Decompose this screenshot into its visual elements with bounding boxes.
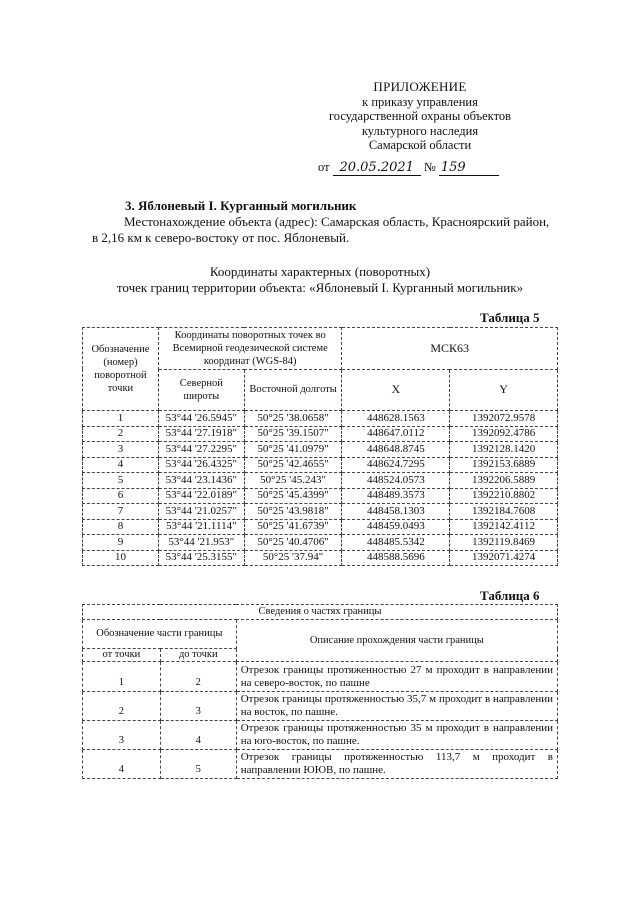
col-msk-header: МСК63	[342, 328, 558, 370]
appendix-line-2: государственной охраны объектов	[328, 109, 512, 123]
col-wgs-header: Координаты поворотных точек во Всемирной геодезической системе координат (WGS-84)	[158, 328, 342, 370]
cell-lon: 50°25 '37.94"	[244, 550, 342, 566]
handwritten-number: 159	[439, 160, 499, 176]
cell-n: 8	[83, 519, 159, 535]
cell-x: 448648.8745	[342, 442, 450, 458]
cell-from: 1	[83, 662, 161, 692]
cell-to: 5	[160, 750, 236, 779]
table-row	[83, 519, 558, 535]
table-row	[83, 721, 558, 750]
cell-lat: 53°44 '21.1114"	[158, 519, 244, 535]
cell-y: 1392092.4786	[450, 426, 558, 442]
cell-x: 448524.0573	[342, 473, 450, 489]
cell-lon: 50°25 '45.4399"	[244, 488, 342, 504]
order-date-number	[318, 160, 524, 176]
number-label: №	[423, 160, 436, 174]
cell-y: 1392210.8802	[450, 488, 558, 504]
cell-x: 448459.0493	[342, 519, 450, 535]
cell-lat: 53°44 '26.4325"	[158, 457, 244, 473]
cell-n: 1	[83, 411, 159, 427]
table-row	[83, 457, 558, 473]
cell-y: 1392072.9578	[450, 411, 558, 427]
col-lat-header: Северной широты	[158, 369, 244, 411]
table6-label: Таблица 6	[480, 588, 540, 603]
cell-lon: 50°25 '45.243"	[244, 473, 342, 489]
cell-lon: 50°25 '42.4655"	[244, 457, 342, 473]
cell-x: 448624.7295	[342, 457, 450, 473]
cell-y: 1392184.7608	[450, 504, 558, 520]
cell-desc: Отрезок границы протяженностью 35 м проходит в направлении на юго-восток, по пашне.	[236, 721, 557, 750]
cell-n: 6	[83, 488, 159, 504]
appendix-line-1: к приказу управления	[362, 94, 478, 109]
cell-lat: 53°44 '25.3155"	[158, 550, 244, 566]
object-location: Местонахождение объекта (адрес): Самарская область, Красноярский район, в 2,16 км к северо-востоку от пос. Яблоневый.	[92, 214, 550, 245]
col-point-header: Обозначение (номер) поворотной точки	[83, 328, 159, 411]
cell-to: 2	[160, 662, 236, 692]
cell-n: 5	[83, 473, 159, 489]
cell-n: 10	[83, 550, 159, 566]
table-row	[83, 504, 558, 520]
cell-desc: Отрезок границы протяженностью 27 м проходит в направлении на северо-восток, по пашне	[236, 662, 557, 692]
cell-lat: 53°44 '27.1918"	[158, 426, 244, 442]
cell-lon: 50°25 '39.1507"	[244, 426, 342, 442]
col-from-header: от точки	[83, 649, 161, 662]
cell-to: 4	[160, 721, 236, 750]
appendix-line-3: культурного наследия	[361, 123, 479, 138]
coords-title-line-1: Координаты характерных (поворотных)	[209, 264, 431, 279]
table-row	[83, 442, 558, 458]
coords-title-line-2: точек границ территории объекта: «Яблоневый I. Курганный могильник»	[116, 280, 524, 295]
coords-title	[82, 264, 558, 296]
col-x-header: X	[342, 369, 450, 411]
cell-y: 1392142.4112	[450, 519, 558, 535]
cell-lat: 53°44 '26.5945"	[158, 411, 244, 427]
table-row	[83, 550, 558, 566]
table-row	[83, 662, 558, 692]
cell-x: 448588.5696	[342, 550, 450, 566]
from-label: от	[318, 160, 330, 174]
cell-lat: 53°44 '21.0257"	[158, 504, 244, 520]
cell-to: 3	[160, 692, 236, 721]
cell-lon: 50°25 '41.0979"	[244, 442, 342, 458]
cell-n: 7	[83, 504, 159, 520]
cell-lon: 50°25 '43.9818"	[244, 504, 342, 520]
table-row	[83, 411, 558, 427]
coordinates-table	[82, 327, 558, 566]
cell-n: 2	[83, 426, 159, 442]
cell-lat: 53°44 '21.953"	[158, 535, 244, 551]
table-row	[83, 473, 558, 489]
cell-lat: 53°44 '23.1436"	[158, 473, 244, 489]
cell-n: 3	[83, 442, 159, 458]
appendix-title: ПРИЛОЖЕНИЕ	[373, 79, 467, 94]
cell-x: 448485.5342	[342, 535, 450, 551]
cell-from: 3	[83, 721, 161, 750]
appendix-line-4: Самарской области	[368, 138, 472, 152]
cell-from: 4	[83, 750, 161, 779]
cell-from: 2	[83, 692, 161, 721]
cell-y: 1392206.5889	[450, 473, 558, 489]
col-desc-header: Описание прохождения части границы	[236, 620, 557, 662]
cell-lon: 50°25 '41.6739"	[244, 519, 342, 535]
cell-n: 4	[83, 457, 159, 473]
cell-x: 448489.3573	[342, 488, 450, 504]
col-y-header: Y	[450, 369, 558, 411]
table-row	[83, 488, 558, 504]
appendix-header	[320, 80, 520, 153]
table-row	[83, 535, 558, 551]
cell-x: 448628.1563	[342, 411, 450, 427]
col-to-header: до точки	[160, 649, 236, 662]
cell-desc: Отрезок границы протяженностью 35,7 м проходит в направлении на восток, по пашне.	[236, 692, 557, 721]
parts-header: Сведения о частях границы	[83, 605, 558, 620]
table-row	[83, 692, 558, 721]
cell-desc: Отрезок границы протяженностью 113,7 м проходит в направлении ЮЮВ, по пашне.	[236, 750, 557, 779]
cell-lat: 53°44 '27.2295"	[158, 442, 244, 458]
cell-y: 1392119.8469	[450, 535, 558, 551]
cell-x: 448458.1303	[342, 504, 450, 520]
handwritten-date: 20.05.2021	[333, 160, 421, 176]
col-lon-header: Восточной долготы	[244, 369, 342, 411]
table-row	[83, 750, 558, 779]
cell-lon: 50°25 '40.4706"	[244, 535, 342, 551]
cell-y: 1392128.1420	[450, 442, 558, 458]
cell-n: 9	[83, 535, 159, 551]
cell-lat: 53°44 '22.0189"	[158, 488, 244, 504]
table5-label: Таблица 5	[480, 310, 540, 325]
cell-y: 1392071.4274	[450, 550, 558, 566]
cell-y: 1392153.6889	[450, 457, 558, 473]
cell-x: 448647.0112	[342, 426, 450, 442]
cell-lon: 50°25 '38.0658"	[244, 411, 342, 427]
table-row	[83, 426, 558, 442]
boundary-parts-table	[82, 604, 558, 779]
object-title: 3. Яблоневый I. Курганный могильник	[125, 198, 357, 213]
col-part-header: Обозначение части границы	[83, 620, 237, 649]
